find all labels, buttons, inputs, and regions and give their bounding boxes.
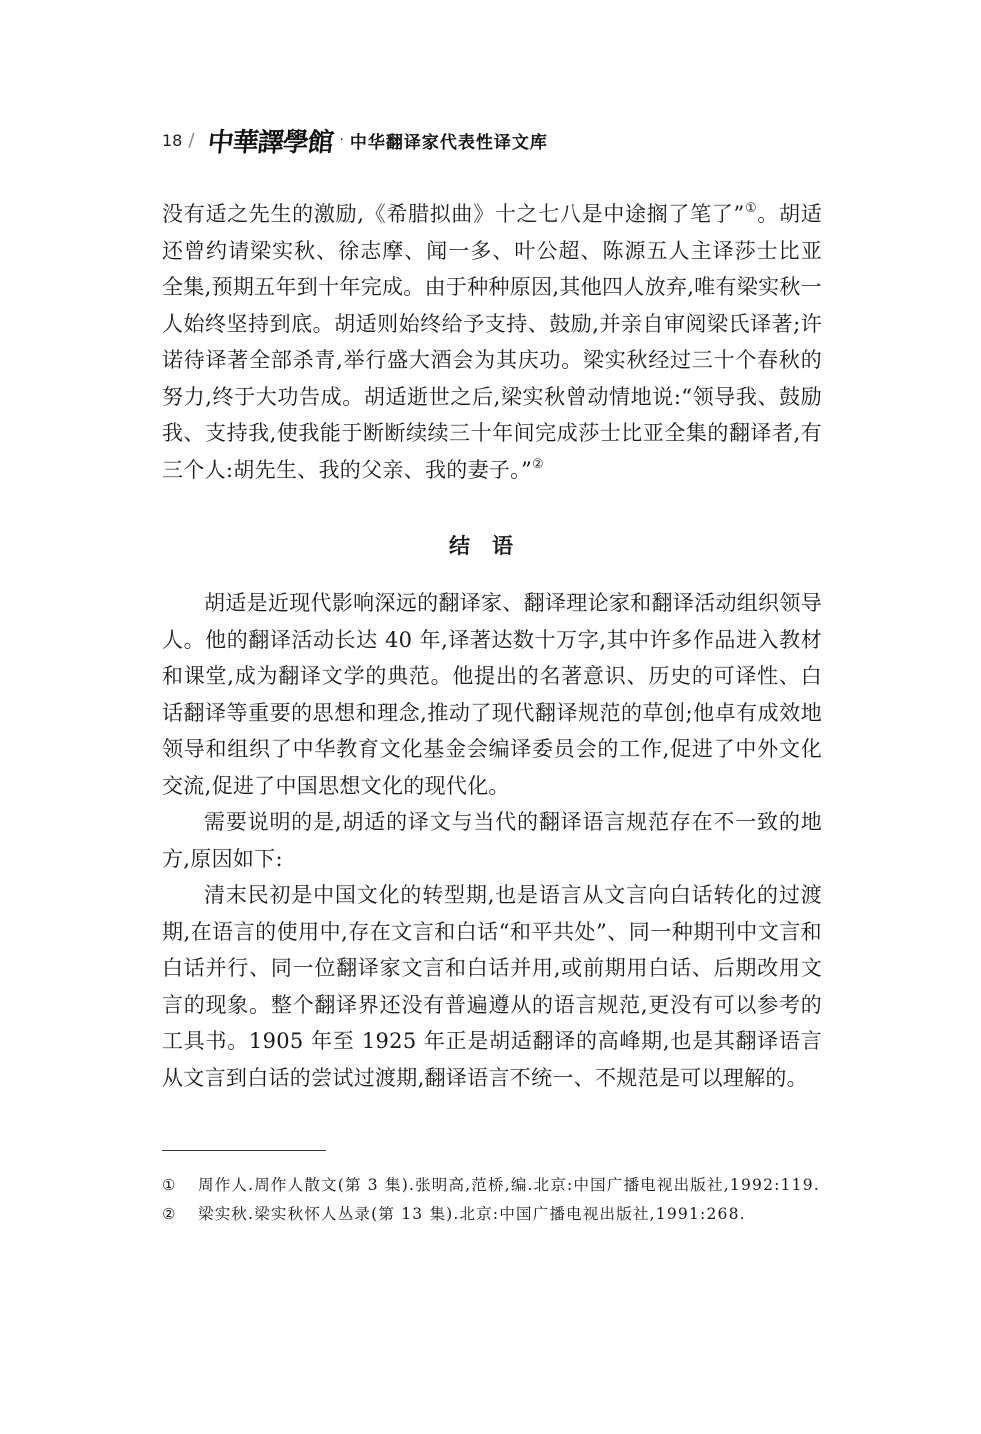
footnote-divider (162, 1150, 326, 1151)
footnote-mark: ② (162, 1205, 177, 1223)
paragraph-text: 。胡适还曾约请梁实秋、徐志摩、闻一多、叶公超、陈源五人主译莎士比亚全集,预期五年到十年完成。由于种种原因,其他四人放弃,唯有梁实秋一人始终坚持到底。胡适则始终给予支持、鼓励,并亲自审阅梁氏译著;许诺待译著全部杀青,举行盛大酒会为其庆功。梁实秋经过三十个春秋的努力,终于大功告成。胡适逝世之后,梁实秋曾动情地说:“领导我、鼓励我、支持我,使我能于断断续续三十年间完成莎士比亚全集的翻译者,有三个人:胡先生、我的父亲、我的妻子。” (162, 202, 822, 482)
paragraph-text: 没有适之先生的激励,《希腊拟曲》十之七八是中途搁了笔了” (162, 202, 745, 226)
footnote-reference: ① (744, 201, 758, 216)
paragraph (162, 196, 822, 488)
paragraph: 需要说明的是,胡适的译文与当代的翻译语言规范存在不一致的地方,原因如下: (162, 810, 822, 871)
footnote-text: 周作人.周作人散文(第 3 集).张明高,范桥,编.北京:中国广播电视出版社,1992:119. (198, 1176, 820, 1194)
footnote-text: 梁实秋.梁实秋怀人丛录(第 13 集).北京:中国广播电视出版社,1991:268. (198, 1205, 746, 1223)
conclusion-section (162, 585, 822, 1096)
page-number-separator: / (188, 129, 195, 151)
paragraph: 胡适是近现代影响深远的翻译家、翻译理论家和翻译活动组织领导人。他的翻译活动长达 40 年,译著达数十万字,其中许多作品进入教材和课堂,成为翻译文学的典范。他提出的名著意识、历史的可译性、白话翻译等重要的思想和理念,推动了现代翻译规范的草创;他卓有成效地领导和组织了中华教育文化基金会编译委员会的工作,促进了中外文化交流,促进了中国思想文化的现代化。 (162, 591, 822, 798)
footnote-item (162, 1201, 834, 1228)
footnotes (162, 1172, 834, 1230)
header-dot: · (339, 132, 344, 148)
section-heading: 结语 (449, 534, 535, 558)
continued-paragraph (162, 196, 822, 488)
series-title: 中华翻译家代表性译文库 (349, 132, 548, 153)
footnote-mark: ① (162, 1176, 177, 1194)
footnote-reference: ② (532, 456, 544, 472)
footnote-item (162, 1172, 834, 1199)
page-number: 18 (162, 130, 183, 150)
series-logo: 中華譯學館 (206, 127, 335, 158)
running-header (162, 122, 548, 158)
paragraph: 清末民初是中国文化的转型期,也是语言从文言向白话转化的过渡期,在语言的使用中,存在文言和白话“和平共处”、同一种期刊中文言和白话并行、同一位翻译家文言和白话并用,或前期用白话、后期改用文言的现象。整个翻译界还没有普遍遵从的语言规范,更没有可以参考的工具书。1905 年至 1925 年正是胡适翻译的高峰期,也是其翻译语言从文言到白话的尝试过渡期,翻译语言不统一、不规范是可以理解的。 (162, 883, 822, 1090)
